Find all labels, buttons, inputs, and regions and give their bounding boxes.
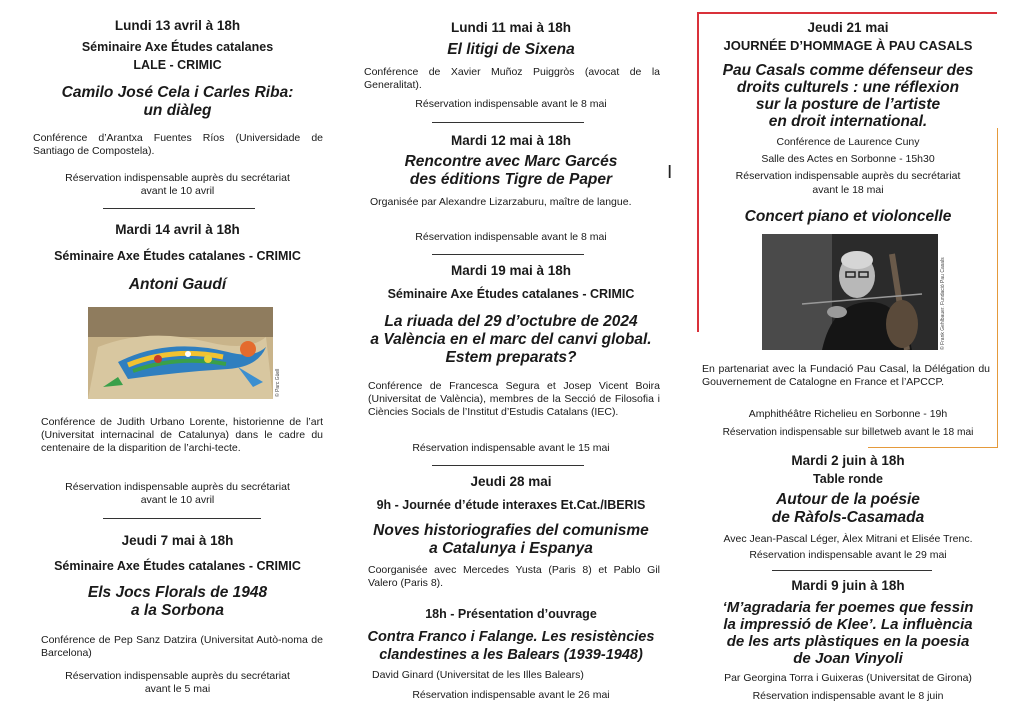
reservation-note: Réservation indispensable avant le 8 mai [415, 231, 607, 243]
reservation-note: Réservation indispensable auprès du secrétariat [65, 670, 290, 682]
reservation-note: avant le 10 avril [140, 185, 215, 197]
reservation-note: Réservation indispensable avant le 26 mai [412, 689, 610, 701]
event-description: Conférence d’Arantxa Fuentes Ríos (Universidade de Santiago de Compostela). [33, 132, 323, 157]
event-date: Jeudi 28 mai [470, 474, 552, 489]
book-title: Contra Franco i Falange. Les resistències clandestines a les Balears (1939-1948) [367, 629, 655, 663]
photo-credit: © Parc Güell [275, 368, 281, 397]
event-date: Mardi 19 mai à 18h [450, 263, 572, 278]
reservation-note: Réservation indispensable sur billetweb avant le 18 mai [722, 427, 974, 438]
event-title: Autour de la poésie de Ràfols-Casamada [771, 491, 925, 526]
reservation-note: Réservation indispensable avant le 8 mai [415, 98, 607, 110]
event-title: La riuada del 29 d’octubre de 2024 a València en el marc del canvi global. Estem preparats? [370, 313, 652, 366]
event-title: Pau Casals comme défenseur des droits culturels : une réflexion sur la posture de l’artiste en droit international. [722, 62, 974, 130]
event-title: Antoni Gaudí [128, 276, 227, 293]
column-1 [25, 0, 330, 723]
event-date: Lundi 13 avril à 18h [114, 18, 241, 33]
gaudi-mosaic-photo [88, 307, 273, 399]
venue: Salle des Actes en Sorbonne - 15h30 [761, 153, 935, 165]
event-title: El litigi de Sixena [447, 41, 575, 58]
reservation-note: Réservation indispensable auprès du secrétariat [65, 172, 290, 184]
event-type: Table ronde [813, 472, 883, 486]
divider [103, 208, 255, 209]
highlight-frame-left [697, 12, 699, 332]
reservation-note: Réservation indispensable avant le 8 juin [752, 690, 944, 702]
seminar-label: Séminaire Axe Études catalanes - CRIMIC [54, 559, 301, 573]
event-description: Conférence de Francesca Segura et Josep Vicent Boira (Universitat de València), membres de la Secció de Filosofia i Ciències Socials de l’Institut d’Estudis Catalans (IEC). [368, 380, 660, 418]
event-date: Lundi 11 mai à 18h [450, 20, 572, 35]
divider [432, 465, 584, 466]
seminar-label: Séminaire Axe Études catalanes - CRIMIC [387, 287, 635, 301]
event-title: Els Jocs Florals de 1948 a la Sorbona [87, 584, 268, 619]
seminar-label: Séminaire Axe Études catalanes [81, 40, 274, 54]
event-description: Conférence de Pep Sanz Datzira (Universitat Autò-noma de Barcelona) [41, 634, 323, 659]
divider [772, 570, 932, 571]
session-label: 9h - Journée d’étude interaxes Et.Cat./IBERIS [376, 498, 646, 512]
event-date: Jeudi 7 mai à 18h [121, 533, 234, 548]
divider [432, 122, 584, 123]
speaker: Conférence de Laurence Cuny [776, 136, 920, 148]
event-title: Noves historiografies del comunisme a Catalunya i Espanya [373, 522, 649, 557]
reservation-note: Réservation indispensable avant le 29 mai [749, 549, 947, 561]
event-description: Organisée par Alexandre Lizarzaburu, maître de langue. [370, 196, 632, 208]
event-date: Mardi 9 juin à 18h [791, 578, 905, 593]
reservation-note: Réservation indispensable auprès du secrétariat [735, 170, 961, 182]
reservation-note: avant le 5 mai [144, 683, 211, 695]
seminar-label: LALE - CRIMIC [133, 58, 222, 72]
event-description: Coorganisée avec Mercedes Yusta (Paris 8) et Pablo Gil Valero (Paris 8). [368, 564, 660, 589]
event-title: Rencontre avec Marc Garcés des éditions Tigre de Paper [404, 153, 618, 188]
event-date: Mardi 14 avril à 18h [115, 222, 240, 237]
event-date: Mardi 2 juin à 18h [791, 453, 905, 468]
reservation-note: Réservation indispensable auprès du secrétariat [65, 481, 290, 493]
text-cursor-icon: I [667, 162, 673, 183]
column-2 [352, 0, 673, 723]
seminar-label: Séminaire Axe Études catalanes - CRIMIC [54, 249, 301, 263]
event-heading: JOURNÉE D’HOMMAGE À PAU CASALS [723, 38, 973, 53]
partnership-text: En partenariat avec la Fundació Pau Casal, la Délégation du Gouvernement de Catalogne en France et l’APCCP. [702, 363, 990, 388]
reservation-note: Réservation indispensable avant le 15 mai [412, 442, 610, 454]
session-label: 18h - Présentation d’ouvrage [425, 607, 597, 621]
event-description: Avec Jean-Pascal Léger, Àlex Mitrani et Elisée Trenc. [723, 533, 973, 545]
book-author: David Ginard (Universitat de les Illes Balears) [372, 669, 584, 681]
event-title: ‘M’agradaria fer poemes que fessin la impressió de Klee’. La influència de les arts plàstiques en la poesia de Joan Vinyoli [722, 599, 974, 667]
concert-title: Concert piano et violoncelle [744, 208, 952, 225]
pau-casals-photo [762, 234, 938, 350]
event-date: Mardi 12 mai à 18h [450, 133, 572, 148]
divider [432, 254, 584, 255]
photo-credit: © Frank Gehlbauer. Fundació Pau Casals [940, 257, 946, 350]
venue: Amphithéâtre Richelieu en Sorbonne - 19h [748, 408, 948, 420]
event-description: Conférence de Xavier Muñoz Puiggròs (avocat de la Generalitat). [364, 66, 660, 91]
highlight-frame-right [997, 128, 998, 448]
divider [103, 518, 261, 519]
event-title: Camilo José Cela i Carles Riba: un diàleg [61, 84, 294, 119]
event-description: Par Georgina Torra i Guixeras (Universitat de Girona) [724, 672, 972, 684]
event-date: Jeudi 21 mai [807, 20, 889, 35]
event-description: Conférence de Judith Urbano Lorente, historienne de l’art (Universitat internacinal de Catalunya) dans le cadre du centenaire de la disparition de l’archi-tecte. [41, 416, 323, 454]
reservation-note: avant le 10 avril [140, 494, 215, 506]
column-3 [700, 0, 996, 723]
reservation-note: avant le 18 mai [812, 184, 884, 196]
